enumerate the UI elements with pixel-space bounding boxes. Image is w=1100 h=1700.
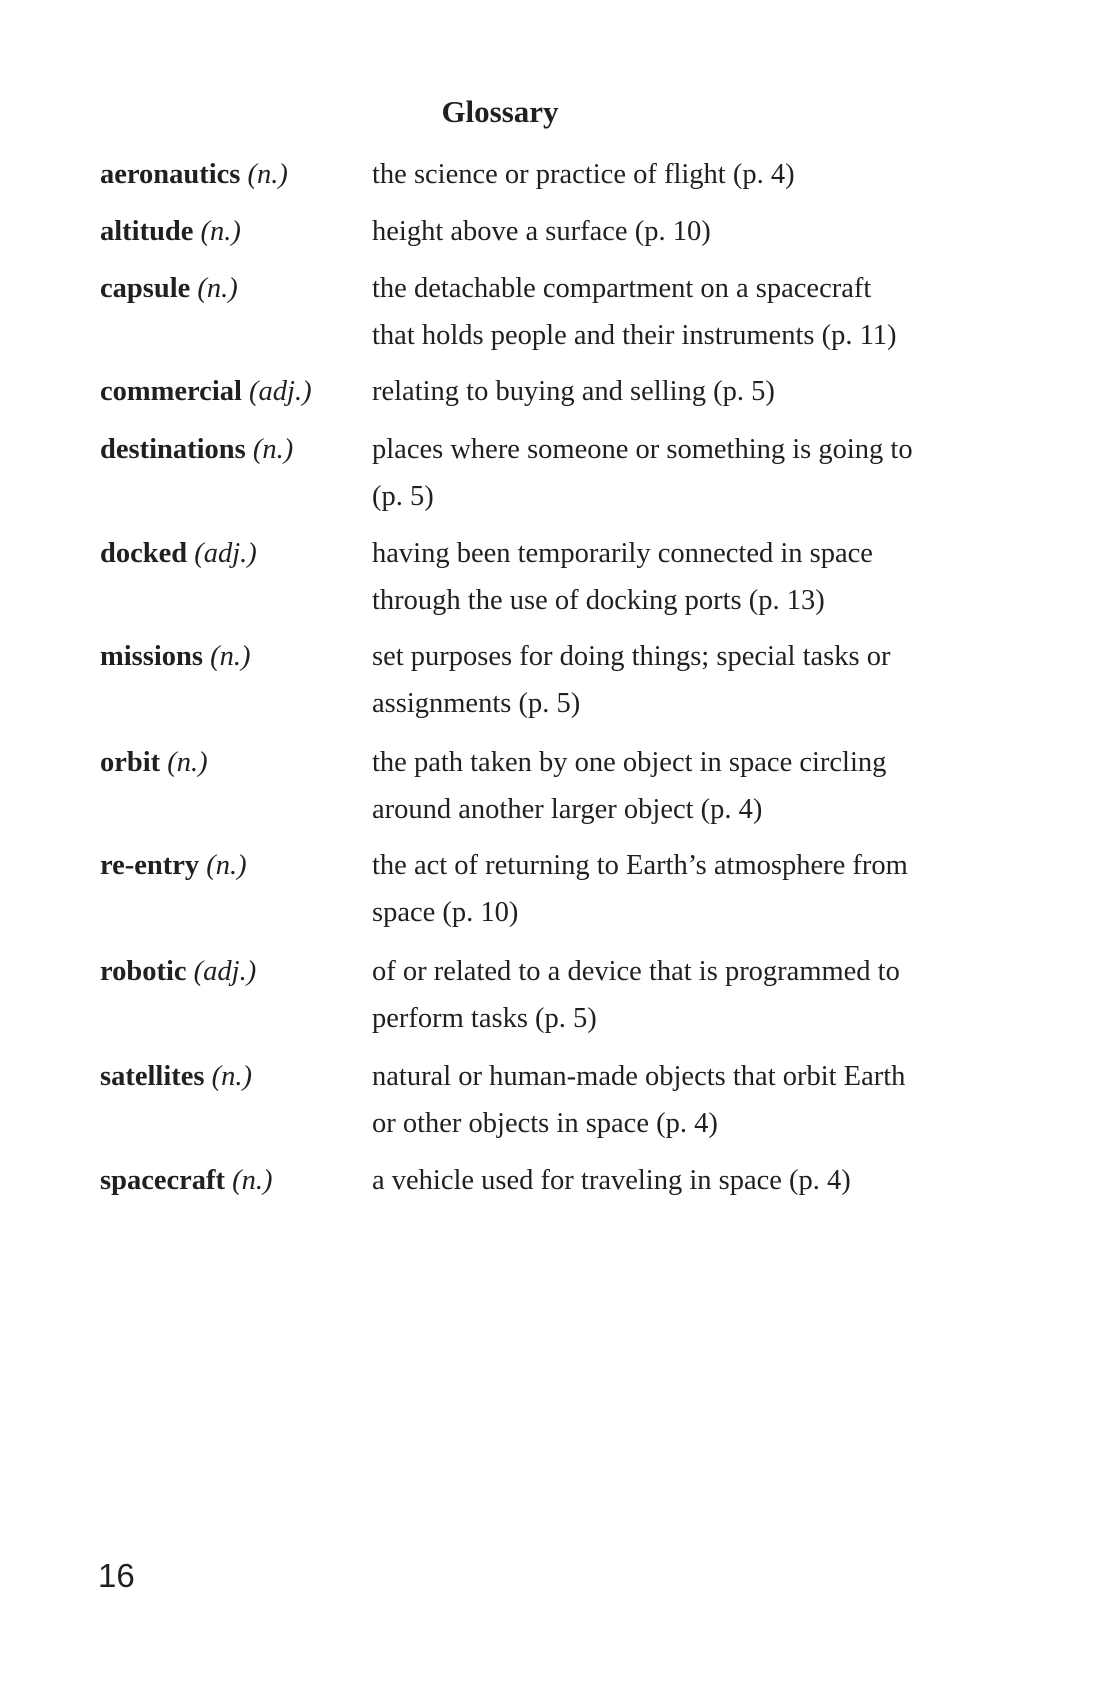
glossary-entry: [100, 1157, 920, 1204]
glossary-entry: [100, 948, 920, 1042]
glossary-entry: [100, 426, 920, 520]
entry-part-of-speech: (adj.): [249, 376, 312, 407]
glossary-entry: [100, 208, 920, 255]
entry-part-of-speech: (adj.): [193, 956, 257, 987]
entry-term: spacecraft: [100, 1165, 226, 1196]
entry-definition: having been temporarily connected in space through the use of docking ports (p. 13): [372, 538, 873, 616]
page-number: 16: [98, 1557, 135, 1594]
entry-term: robotic: [100, 956, 187, 987]
entry-definition: a vehicle used for traveling in space (p. 4): [372, 1165, 851, 1196]
entry-term: missions: [100, 641, 203, 672]
glossary-entry: [100, 151, 920, 198]
entry-term: re-entry: [100, 850, 200, 881]
entry-term-cell: [100, 633, 372, 680]
entry-definition: the path taken by one object in space circling around another larger object (p. 4): [372, 747, 887, 825]
entry-definition: height above a surface (p. 10): [372, 216, 711, 247]
entry-part-of-speech: (n.): [167, 747, 208, 778]
page-title: Glossary: [441, 94, 559, 129]
entry-definition: of or related to a device that is programmed to perform tasks (p. 5): [372, 956, 900, 1034]
entry-term-cell: [100, 151, 372, 198]
entry-definition: set purposes for doing things; special tasks or assignments (p. 5): [372, 641, 891, 719]
entry-definition: relating to buying and selling (p. 5): [372, 376, 775, 407]
entry-definition: the science or practice of flight (p. 4): [372, 159, 795, 190]
entry-term-cell: [100, 1157, 372, 1204]
entry-definition: natural or human-made objects that orbit Earth or other objects in space (p. 4): [372, 1061, 906, 1139]
glossary-entry: [100, 739, 920, 833]
entry-definition: places where someone or something is going to (p. 5): [372, 434, 913, 512]
entry-part-of-speech: (n.): [210, 641, 251, 672]
entry-term: satellites: [100, 1061, 205, 1092]
entry-term: docked: [100, 538, 188, 569]
entry-term-cell: [100, 842, 372, 889]
entry-term-cell: [100, 265, 372, 312]
entry-part-of-speech: (n.): [197, 273, 238, 304]
entry-term: altitude: [100, 216, 194, 247]
entry-definition: the act of returning to Earth’s atmosphere from space (p. 10): [372, 850, 908, 928]
glossary-entry: [100, 530, 920, 624]
glossary-entry: [100, 368, 920, 415]
entry-term: commercial: [100, 376, 242, 407]
entry-part-of-speech: (adj.): [194, 538, 257, 569]
entry-term-cell: [100, 530, 372, 577]
entry-term-cell: [100, 426, 372, 473]
entry-part-of-speech: (n.): [211, 1061, 252, 1092]
entry-part-of-speech: (n.): [200, 216, 241, 247]
entry-part-of-speech: (n.): [252, 434, 294, 465]
glossary-entry: [100, 1053, 920, 1147]
entry-term-cell: [100, 739, 372, 786]
glossary-entry: [100, 633, 920, 727]
entry-term: aeronautics: [100, 159, 241, 190]
entry-term: orbit: [100, 747, 161, 778]
entry-term: capsule: [100, 273, 191, 304]
entry-term-cell: [100, 1053, 372, 1100]
entry-part-of-speech: (n.): [206, 850, 247, 881]
glossary-list: [100, 151, 920, 1204]
glossary-entry: [100, 842, 920, 936]
entry-term: destinations: [100, 434, 246, 465]
entry-definition: the detachable compartment on a spacecraft that holds people and their instruments (p. 11): [372, 273, 897, 351]
entry-part-of-speech: (n.): [247, 159, 288, 190]
entry-term-cell: [100, 368, 372, 415]
entry-part-of-speech: (n.): [232, 1165, 273, 1196]
entry-term-cell: [100, 948, 372, 995]
entry-term-cell: [100, 208, 372, 255]
glossary-entry: [100, 265, 920, 359]
